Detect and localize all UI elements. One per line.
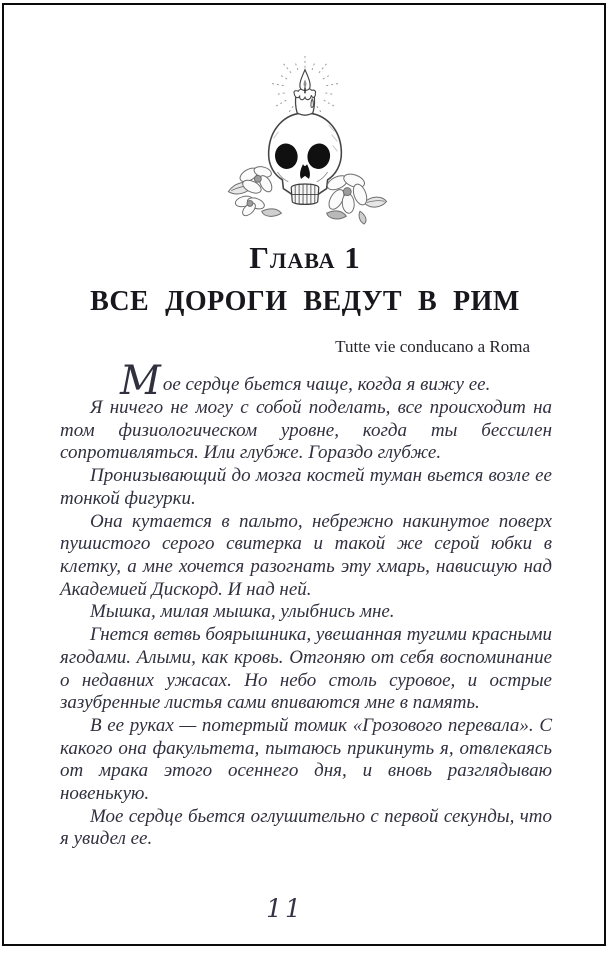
chapter-number: 1 <box>344 240 361 275</box>
swash-initial-letter: М <box>120 358 161 405</box>
paragraph: Она кутается в пальто, небрежно накинутое поверх пушистого серого свитерка и такой же серой юбки в клетку, а мне хочется разогнать эту хмарь, нависшую над Академией Дискорд. И над ней. <box>60 510 552 600</box>
paragraph: Мое сердце бьется оглушительно с первой секунды, что я увидел ее. <box>60 805 552 850</box>
paragraph: В ее руках — потертый томик «Грозового перевала». С какого она факультета, пытаюсь прикинуть я, отвлекаясь от мрака этого осеннего дня, и вновь разглядываю новенькую. <box>60 714 552 805</box>
paragraph: Гнется ветвь боярышника, увешанная тугими красными ягодами. Алыми, как кровь. Отгоняю от себя воспоминание о недавних ужасах. Но небо столь суровое, и острые зазубренные листья сами впиваются мне в память. <box>60 624 552 714</box>
paragraph: Мое сердце бьется чаще, когда я вижу ее. <box>60 372 552 397</box>
chapter-title: ВСЕ ДОРОГИ ВЕДУТ В РИМ <box>90 285 520 317</box>
paragraph: Мышка, милая мышка, улыбнись мне. <box>90 601 395 623</box>
chapter-heading <box>0 242 610 275</box>
skull-candle-icon <box>215 54 395 226</box>
page-number: 11 <box>266 894 304 923</box>
paragraph: Пронизывающий до мозга костей туман вьется возле ее тонкой фигурки. <box>60 465 552 509</box>
paragraph: Я ничего не могу с собой поделать, все происходит на том физиологическом уровне, когда ты бессилен сопротивляться. Или глубже. Гораздо глубже. <box>60 397 552 464</box>
chapter-word: Глава <box>249 240 336 275</box>
body-text <box>60 358 552 851</box>
epigraph: Tutte vie conducano a Roma <box>335 337 530 357</box>
skull-candle-illustration <box>215 54 395 226</box>
